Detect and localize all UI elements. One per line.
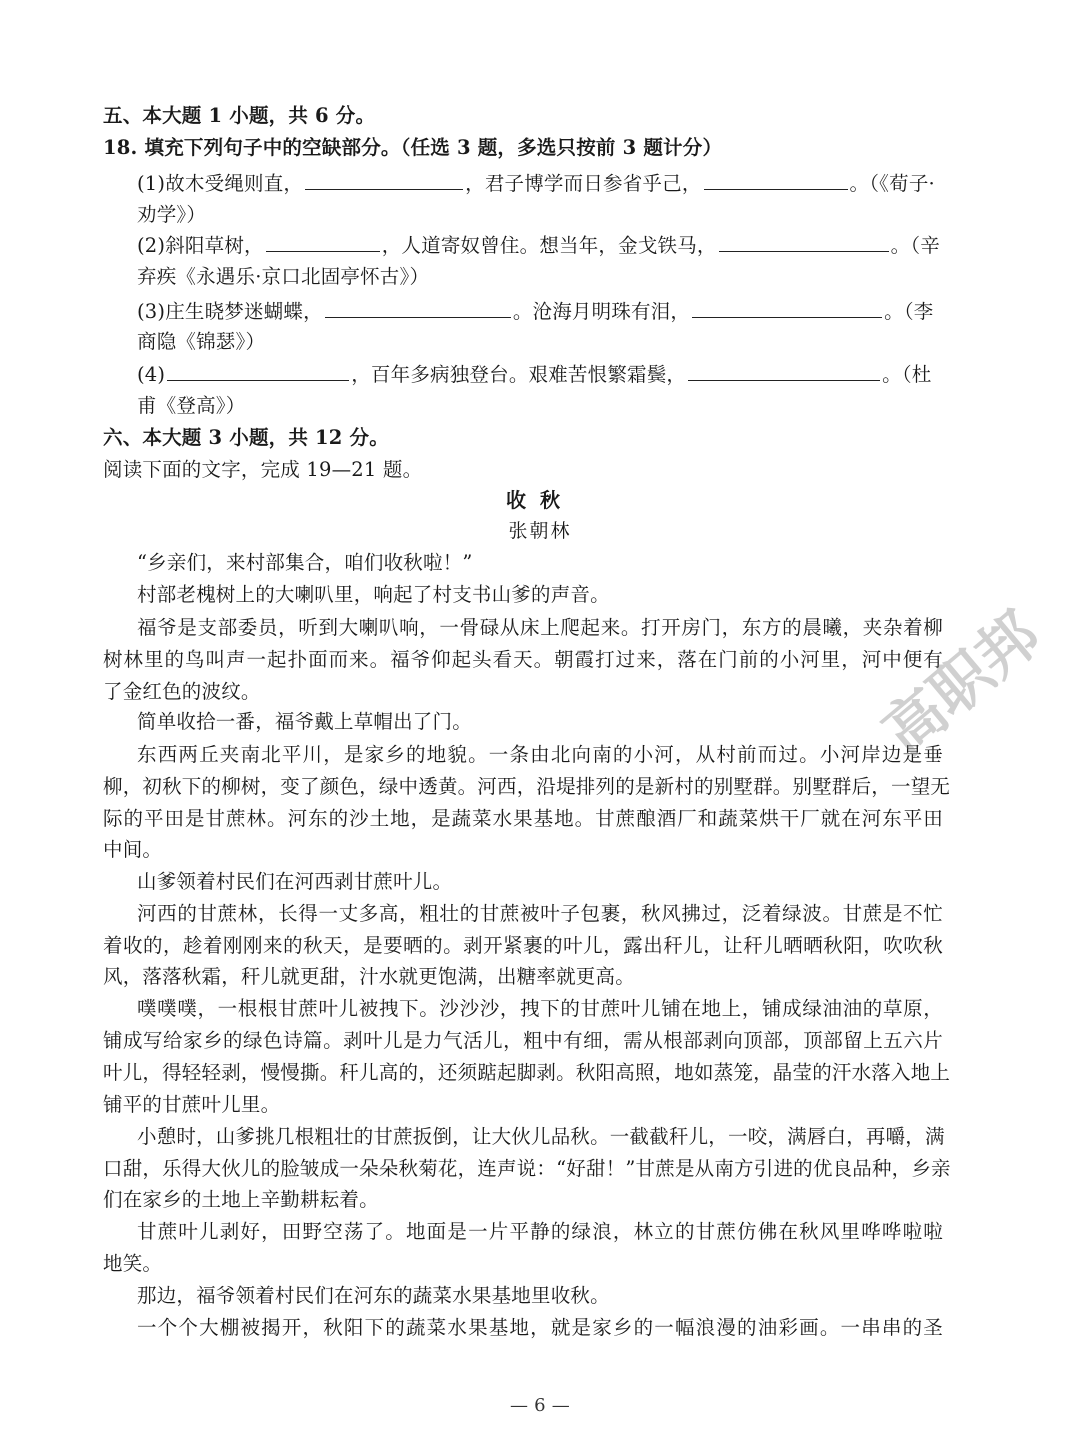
- article-line: 噗噗噗，一根根甘蔗叶儿被拽下。沙沙沙，拽下的甘蔗叶儿铺在地上，铺成绿油油的草原，: [137, 997, 943, 1020]
- q18-item-2: [137, 229, 943, 262]
- answer-blank[interactable]: [266, 229, 380, 252]
- answer-blank[interactable]: [692, 295, 882, 318]
- q18-item-1: [137, 167, 943, 200]
- item-3-part-a: (3)庄生晓梦迷蝴蝶，: [137, 300, 323, 323]
- answer-blank[interactable]: [688, 358, 880, 381]
- article-line: 地笑。: [103, 1252, 163, 1275]
- article-line: 山爹领着村民们在河西剥甘蔗叶儿。: [137, 870, 453, 893]
- article-line: “乡亲们，来村部集合，咱们收秋啦！”: [137, 551, 473, 574]
- article-line: 东西两丘夹南北平川，是家乡的地貌。一条由北向南的小河，从村前而过。小河岸边是垂: [137, 743, 943, 766]
- article-line: 了金红色的波纹。: [103, 680, 261, 703]
- answer-blank[interactable]: [325, 295, 511, 318]
- reading-instruction: 阅读下面的文字，完成 19—21 题。: [103, 458, 423, 481]
- article-line: 柳，初秋下的柳树，变了颜色，绿中透黄。河西，沿堤排列的是新村的别墅群。别墅群后，一望无: [103, 775, 951, 798]
- article-line: 口甜，乐得大伙儿的脸皱成一朵朵秋菊花，连声说：“好甜！”甘蔗是从南方引进的优良品种，乡亲: [103, 1157, 951, 1180]
- article-line: 际的平田是甘蔗林。河东的沙土地，是蔬菜水果基地。甘蔗酿酒厂和蔬菜烘干厂就在河东平田: [103, 807, 943, 830]
- item-2-part-b: ，人道寄奴曾住。想当年，金戈铁马，: [381, 234, 717, 257]
- page-number: — 6 —: [510, 1395, 570, 1416]
- section-6-header: 六、本大题 3 小题，共 12 分。: [103, 426, 389, 449]
- item-1-part-c: 。（《荀子·: [849, 172, 935, 195]
- item-2-part-c: 。（辛: [890, 234, 940, 257]
- section-5-header: 五、本大题 1 小题，共 6 分。: [103, 104, 376, 127]
- article-line: 那边，福爷领着村民们在河东的蔬菜水果基地里收秋。: [137, 1284, 610, 1307]
- item-2-part-a: (2)斜阳草树，: [137, 234, 264, 257]
- answer-blank[interactable]: [305, 167, 463, 190]
- answer-blank[interactable]: [167, 358, 349, 381]
- item-1-part-a: (1)故木受绳则直，: [137, 172, 304, 195]
- article-line: 树林里的鸟叫声一起扑面而来。福爷仰起头看天。朝霞打过来，落在门前的小河里，河中便有: [103, 648, 943, 671]
- question-18-text: 18. 填充下列句子中的空缺部分。（任选 3 题，多选只按前 3 题计分）: [103, 136, 723, 159]
- item-4-part-c: 。（杜: [882, 363, 932, 386]
- item-3-part-b: 。沧海月明珠有泪，: [512, 300, 691, 323]
- item-4-part-b: ，百年多病独登台。艰难苦恨繁霜鬓，: [351, 363, 687, 386]
- q18-item-4: [137, 358, 943, 391]
- article-line: 中间。: [103, 838, 163, 861]
- article-line: 们在家乡的土地上辛勤耕耘着。: [103, 1188, 379, 1211]
- article-line: 简单收拾一番，福爷戴上草帽出了门。: [137, 710, 472, 733]
- answer-blank[interactable]: [719, 229, 889, 252]
- q18-item-3-cont: 商隐《锦瑟》）: [137, 330, 266, 353]
- answer-blank[interactable]: [704, 167, 848, 190]
- article-title: 收秋: [506, 488, 574, 512]
- article-line: 村部老槐树上的大喇叭里，响起了村支书山爹的声音。: [137, 583, 610, 606]
- article-line: 河西的甘蔗林，长得一丈多高，粗壮的甘蔗被叶子包裹，秋风拂过，泛着绿波。甘蔗是不忙: [137, 902, 943, 925]
- article-line: 叶儿，得轻轻剥，慢慢撕。秆儿高的，还须踮起脚剥。秋阳高照，地如蒸笼，晶莹的汗水落入地上: [103, 1061, 951, 1084]
- article-line: 铺平的甘蔗叶儿里。: [103, 1093, 281, 1116]
- article-line: 着收的，趁着刚刚来的秋天，是要晒的。剥开紧裹的叶儿，露出秆儿，让秆儿晒晒秋阳，吹吹秋: [103, 934, 943, 957]
- q18-item-2-cont: 弃疾《永遇乐·京口北固亭怀古》）: [137, 265, 430, 288]
- item-4-part-a: (4): [137, 363, 166, 386]
- item-1-part-b: ，君子博学而日参省乎己，: [465, 172, 702, 195]
- article-line: 风，落落秋霜，秆儿就更甜，汁水就更饱满，出糖率就更高。: [103, 965, 635, 988]
- article-line: 一个个大棚被揭开，秋阳下的蔬菜水果基地，就是家乡的一幅浪漫的油彩画。一串串的圣: [137, 1316, 943, 1339]
- article-line: 小憩时，山爹挑几根粗壮的甘蔗扳倒，让大伙儿品秋。一截截秆儿，一咬，满唇白，再嚼，满: [137, 1125, 945, 1148]
- q18-item-4-cont: 甫《登高》）: [137, 394, 246, 417]
- article-author: 张朝林: [508, 520, 572, 542]
- watermark-logo: 高职邦: [870, 599, 1054, 769]
- question-18-stem: [103, 132, 943, 164]
- q18-item-3: [137, 295, 943, 328]
- article-line: 甘蔗叶儿剥好，田野空荡了。地面是一片平静的绿浪，林立的甘蔗仿佛在秋风里哗哗啦啦: [137, 1220, 943, 1243]
- article-line: 铺成写给家乡的绿色诗篇。剥叶儿是力气活儿，粗中有细，需从根部剥向顶部，顶部留上五六片: [103, 1029, 943, 1052]
- article-line: 福爷是支部委员，听到大喇叭响，一骨碌从床上爬起来。打开房门，东方的晨曦，夹杂着柳: [137, 616, 943, 639]
- q18-item-1-cont: 劝学》）: [137, 203, 207, 226]
- item-3-part-c: 。（李: [884, 300, 934, 323]
